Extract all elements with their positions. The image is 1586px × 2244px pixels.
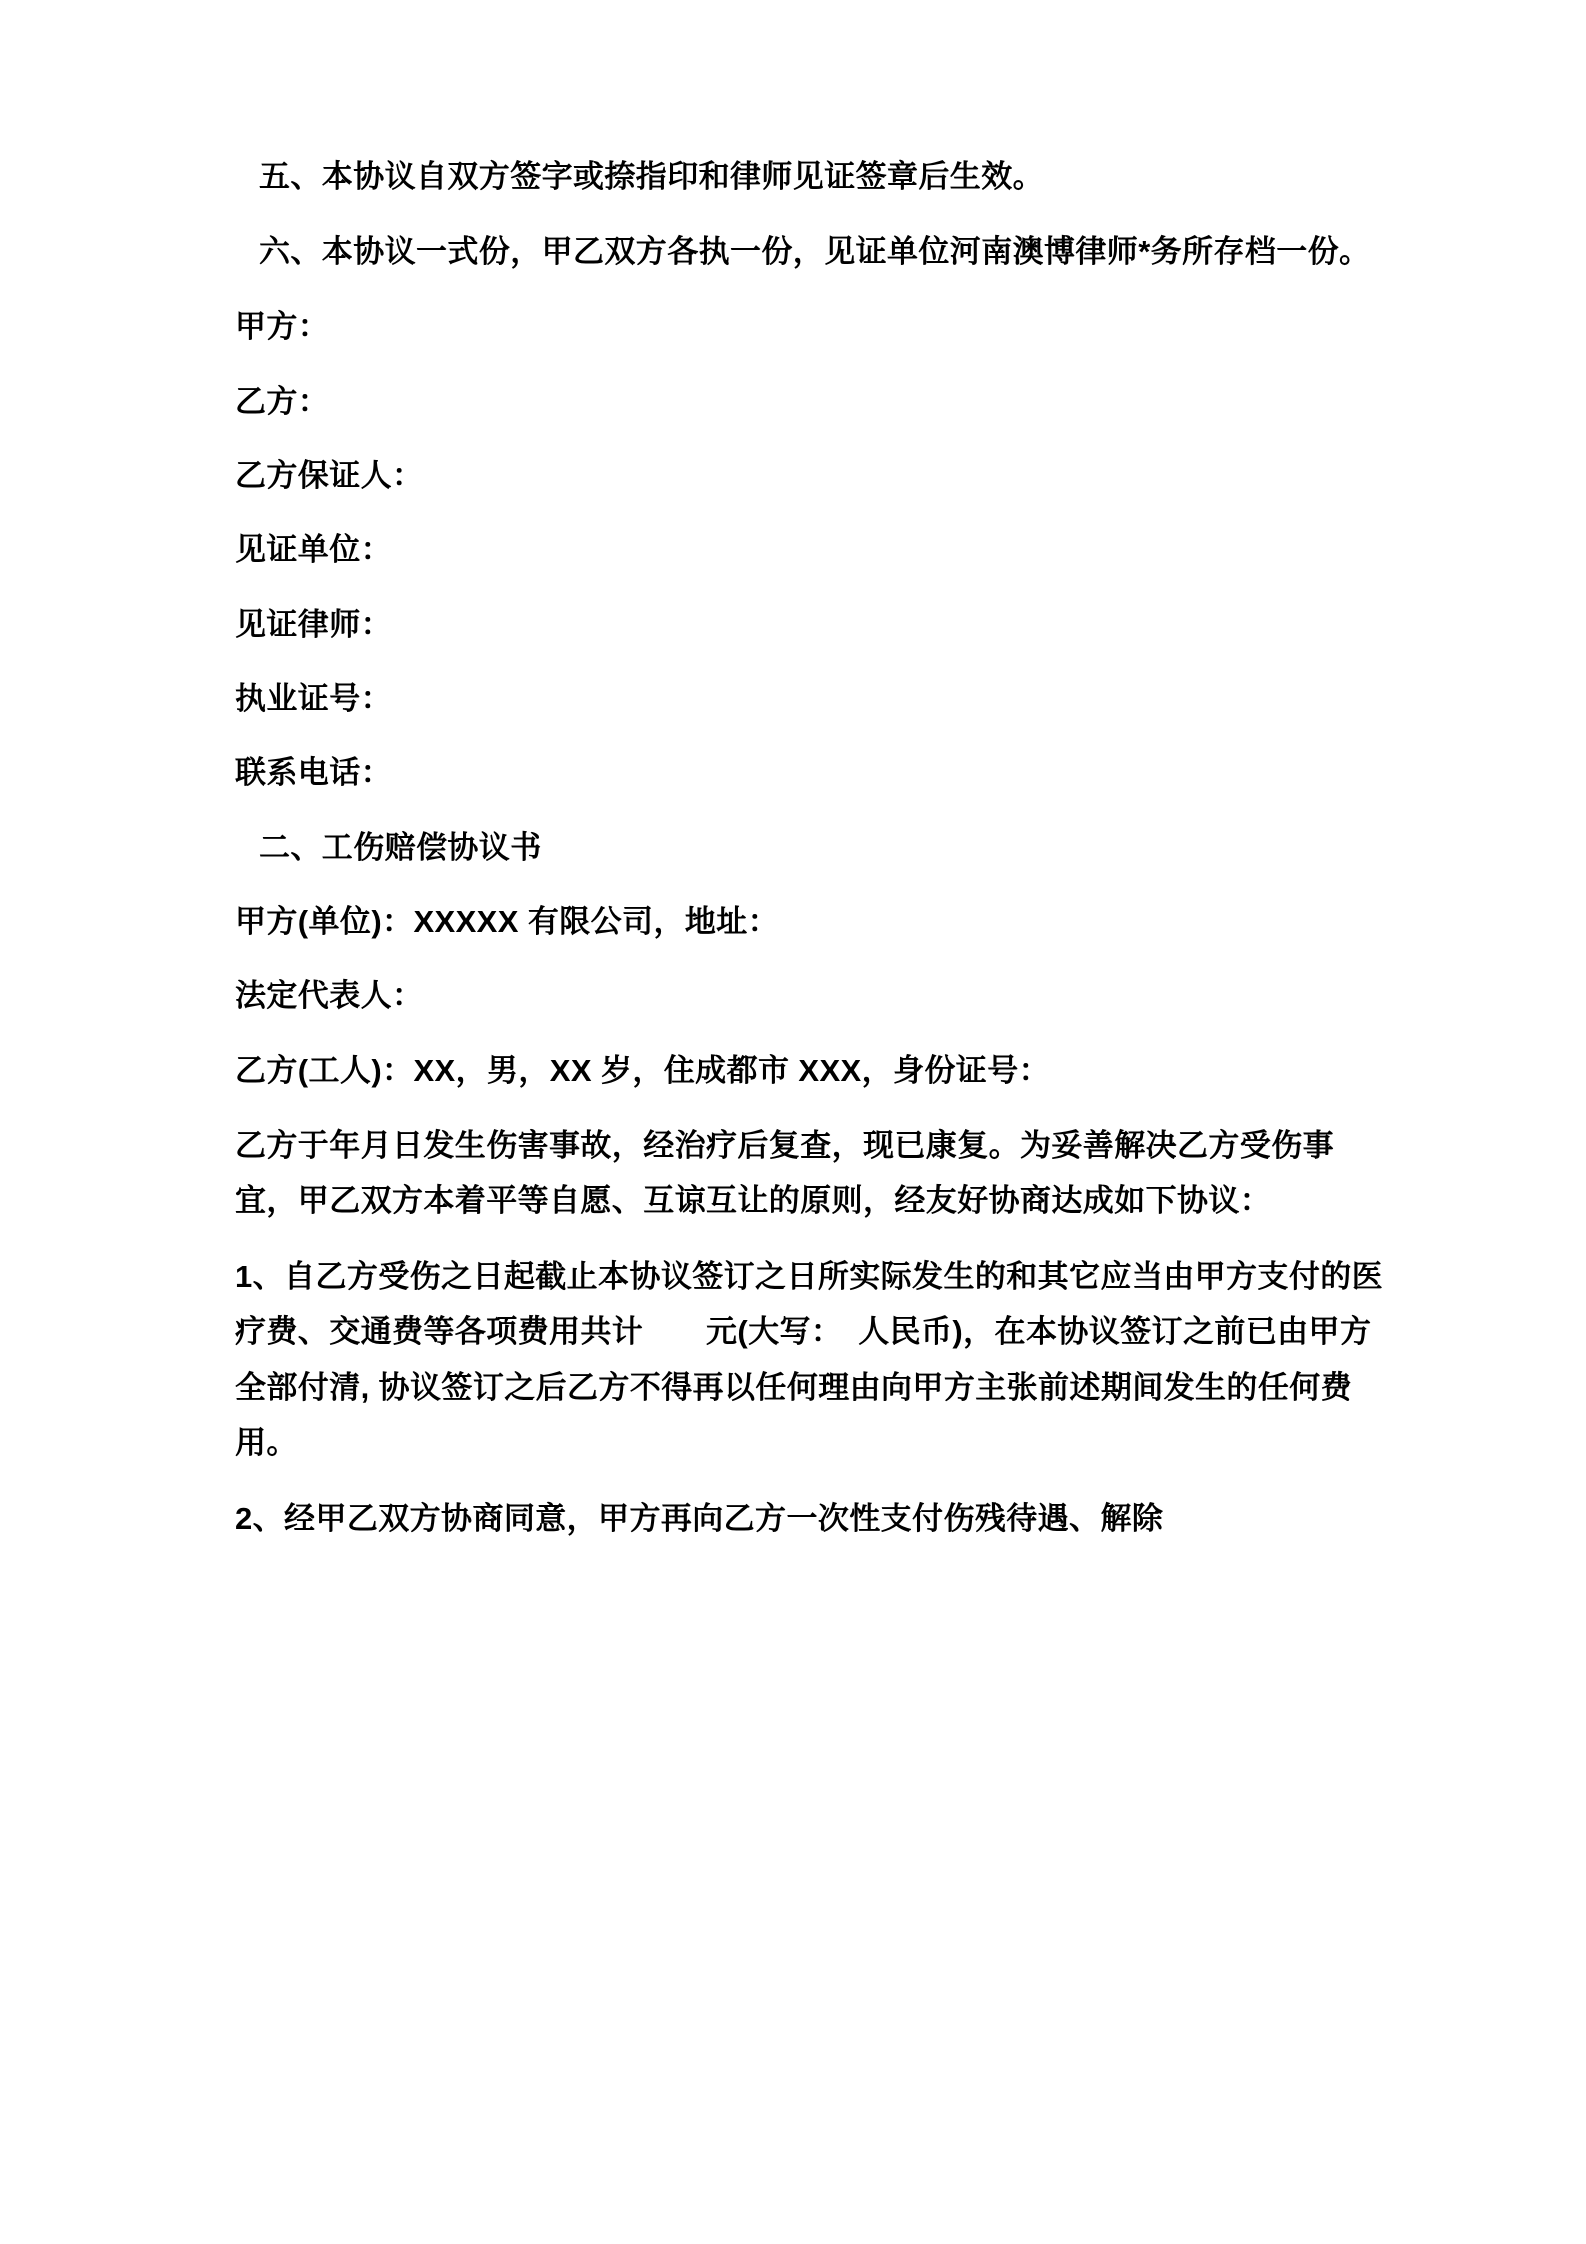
heading-section-two: 二、工伤赔偿协议书 — [259, 829, 542, 865]
paragraph-party-a-label: 甲方： — [235, 309, 330, 345]
paragraph-legal-representative: 法定代表人： — [235, 978, 424, 1014]
paragraph-practice-license-label: 执业证号： — [235, 681, 392, 717]
document-body — [235, 150, 1395, 1546]
paragraph-clause-6: 六、本协议一式份，甲乙双方各执一份，见证单位河南澳博律师*务所存档一份。 — [259, 234, 1371, 270]
paragraph-party-b-label: 乙方： — [235, 383, 330, 419]
paragraph-party-b-guarantor-label: 乙方保证人： — [235, 458, 424, 494]
paragraph-item-1: 1、自乙方受伤之日起截止本协议签订之日所实际发生的和其它应当由甲方支付的医疗费、交通费等各项费用共计 元(大写： 人民币)，在本协议签订之前已由甲方全部付清, 协议签订之后乙方不得再以任何理由向甲方主张前述期间发生的任何费用。 — [235, 1259, 1384, 1460]
paragraph-party-a-company: 甲方(单位)：XXXXX 有限公司，地址： — [235, 903, 780, 939]
paragraph-witness-lawyer-label: 见证律师： — [235, 606, 392, 642]
paragraph-clause-5: 五、本协议自双方签字或捺指印和律师见证签章后生效。 — [259, 159, 1044, 194]
paragraph-party-b-worker: 乙方(工人)：XX，男，XX 岁，住成都市 XXX，身份证号： — [235, 1052, 1051, 1088]
paragraph-contact-phone-label: 联系电话： — [235, 755, 392, 791]
paragraph-witness-unit-label: 见证单位： — [235, 532, 392, 568]
paragraph-recital: 乙方于年月日发生伤害事故，经治疗后复查，现已康复。为妥善解决乙方受伤事宜，甲乙双方本着平等自愿、互谅互让的原则，经友好协商达成如下协议： — [235, 1127, 1334, 1219]
paragraph-item-2: 2、经甲乙双方协商同意，甲方再向乙方一次性支付伤残待遇、解除 — [235, 1500, 1164, 1536]
